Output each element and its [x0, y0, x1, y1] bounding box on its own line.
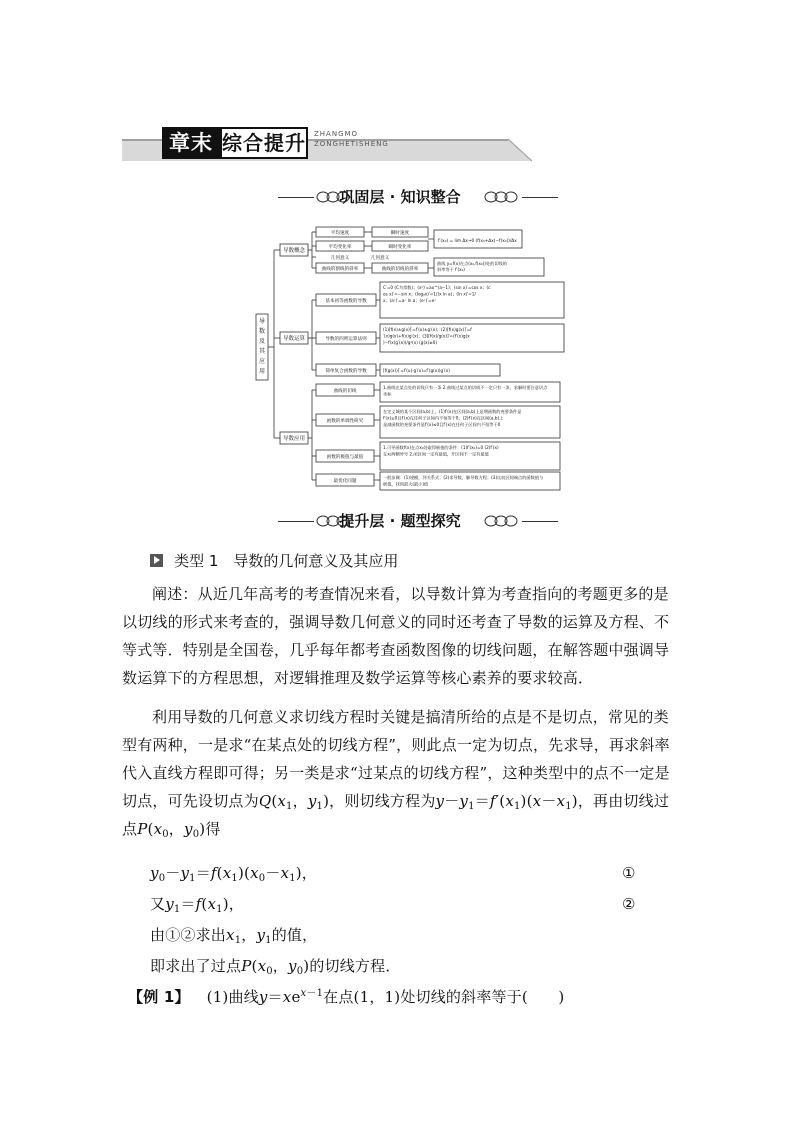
mindmap-node-label: 曲线的切线的斜率 [381, 267, 419, 272]
equation-1: $y_0-y_1=f(x_1)(x_0-x_1)$， ① [150, 859, 650, 887]
paragraph-method: 利用导数的几何意义求切线方程时关键是搞清所给的点是不是切点，常见的类型有两种，一是求“在某点处的切线方程”，则此点一定为切点，先求导，再求斜率代入直线方程即可得；另一类是求“过某点的切线方程”，这种类型中的点不一定是切点，可先设切点为$Q(x_1$，$y_1$)，则切线方程为$y-y_1=f'(x_1)(x-x_1)$，再由切线过点$P(x_0$，$y_0$)得 [122, 708, 670, 840]
mindmap-note-text: 极值，找到最大(最小)值 [383, 481, 429, 487]
type-title: 类型 1 导数的几何意义及其应用 [174, 552, 399, 570]
mindmap-branch-label: 导数运算 [282, 336, 306, 342]
mindmap-node-label: 基本初等函数的导数 [325, 299, 367, 304]
section-title: 巩固层 · 知识整合 [339, 188, 461, 206]
mindmap-node-label: 最优化问题 [333, 479, 357, 484]
paragraph-overview: 阐述：从近几年高考的考查情况来看，以导数计算为考查指向的考题更多的是以切线的形式来考查的，强调导数几何意义的同时还考查了导数的运算及方程、不等式等．特别是全国卷，几乎每年都考查函数图像的切线问题，在解答题中强调导数运算下的方程思想，对逻辑推理及数学运算等核心素养的要求较高． [122, 585, 670, 687]
mindmap-note-text: [f(g(x))]′=f′(u)·g′(x)=f′(g(x))g′(x) [383, 368, 450, 373]
mindmap-node-label: 简单复合函数的导数 [325, 369, 367, 374]
mindmap-note-text: (1)[f(x)±g(x)]′=f′(x)±g′(x)；(2)[f(x)g(x)]′=f [383, 327, 472, 332]
type-heading [150, 550, 398, 572]
mindmap-note-text: C′=0 (C为常数)；(xᵃ)′=ax^(a−1)；(sin x)′=cos x；(c [383, 285, 491, 290]
section-header-exploration [200, 510, 600, 532]
example-label: 【例 1】 [128, 988, 190, 1006]
mindmap-note-text: 是减函数的充要条件是f′(x)≤0且f′(x)在任何子区间内不恒等于0 [383, 422, 501, 427]
banner-left-text: 章末 [162, 127, 220, 159]
mindmap-root-char: 导 [258, 318, 266, 325]
section-title: 提升层 · 题型探究 [339, 512, 461, 530]
mindmap-node-label: 平均变化率 [328, 245, 352, 250]
mindmap-note-text: os x)′=−sin x；(logₐx)′=1/(x ln a)；(ln x)′=1/ [383, 291, 476, 297]
mindmap-note-text: x；(aˣ)′=aˣ ln a；(eˣ)′=eˣ [383, 298, 437, 303]
mindmap-formula-text: f′(x₀) = lim Δx→0 (f(x₀+Δx)−f(x₀))/Δx [438, 239, 517, 244]
mindmap-node-label: 瞬时变化率 [388, 245, 412, 250]
mindmap-note-text: )−f(x)g′(x))/g²(x) (g(x)≠0) [383, 340, 438, 345]
mindmap-node-label: 瞬时速度 [390, 231, 410, 236]
mindmap-branch-label: 导数应用 [282, 436, 306, 442]
mindmap-root-char: 应 [258, 358, 266, 365]
knowledge-mind-map [250, 222, 570, 494]
mindmap-note-text: 坐标 [383, 391, 392, 397]
mindmap-node-label: 曲线的切线 [333, 389, 357, 394]
banner-right-text: 综合提升 [220, 127, 308, 159]
mindmap-node-label: 函数的单调性研究 [326, 419, 364, 424]
mindmap-node-label: 几何意义 [330, 256, 350, 261]
chapter-banner [122, 127, 672, 163]
banner-pinyin: ZHANGMO ZONGHETISHENG [314, 130, 389, 148]
mindmap-root-char: 用 [258, 368, 266, 375]
ring-ornament-right [484, 190, 520, 204]
play-triangle-icon [150, 554, 163, 567]
mindmap-note-text: 1.可导函数f(x)在点x₀处取得极值的条件：(1)f′(x₀)=0 (2)f′(x) [383, 445, 499, 450]
solve-line: 由①②求出$x_1$，$y_1$的值， [150, 926, 318, 946]
mindmap-node-label: 导数的四则运算法则 [325, 337, 367, 342]
mindmap-note-text: 在x₀两侧异号 2.闭区间一定有最值，开区间不一定有最值 [383, 451, 489, 457]
mindmap-note-text: ′(x)g(x)+f(x)g′(x)；(3)[f(x)/g(x)]′=(f′(x)g(x [383, 333, 470, 339]
mindmap-note-text: 斜率等于 f′(x₀) [437, 267, 465, 272]
mindmap-root-char: 及 [258, 338, 266, 345]
conclusion-line: 即求出了过点$P(x_0$，$y_0$)的切线方程． [150, 957, 401, 977]
equation-2: 又$y_1=f(x_1)$， ② [150, 890, 650, 918]
example-1: 【例 1】 (1)曲线$y=xe^{x-1}$在点(1，1)处切线的斜率等于( ) [128, 988, 565, 1006]
equation-number: ② [622, 895, 636, 913]
equation-number: ① [622, 864, 636, 882]
ring-ornament-right [484, 514, 520, 528]
mindmap-node-label: 函数的极值与最值 [326, 455, 364, 460]
mindmap-note-text: 1.曲线在某点处的切线只有一条 2.曲线过某点的切线不一定只有一条，求解时要注意切点 [383, 385, 548, 390]
mindmap-root-char: 数 [258, 328, 266, 335]
mindmap-note-text: 在定义域的某个区间(a,b)上，(1)f′(x)在区间(a,b)上是增函数的充要条件是 [383, 409, 522, 414]
mindmap-node-label: 平均速度 [330, 231, 350, 236]
mindmap-branch-label: 导数概念 [282, 248, 306, 254]
mindmap-node-label: 几何意义 [370, 256, 390, 261]
mindmap-note-text: 曲线 y=f(x)在点(x₀,f(x₀))处的切线的 [437, 261, 507, 266]
mindmap-node-label: 曲线的割线的斜率 [321, 267, 359, 272]
mindmap-note-text: 一般步骤：(1)建模，列关系式；(2)求导数，解导数方程；(3)比较区间端点的函数值与 [383, 475, 544, 480]
mindmap-note-text: f′(x)≥0且f′(x)在任何子区间内不恒等于0；(2)f′(x)在区间(a,b)上 [383, 415, 504, 421]
mindmap-root-char: 其 [258, 348, 266, 355]
section-header-consolidation [200, 186, 600, 208]
